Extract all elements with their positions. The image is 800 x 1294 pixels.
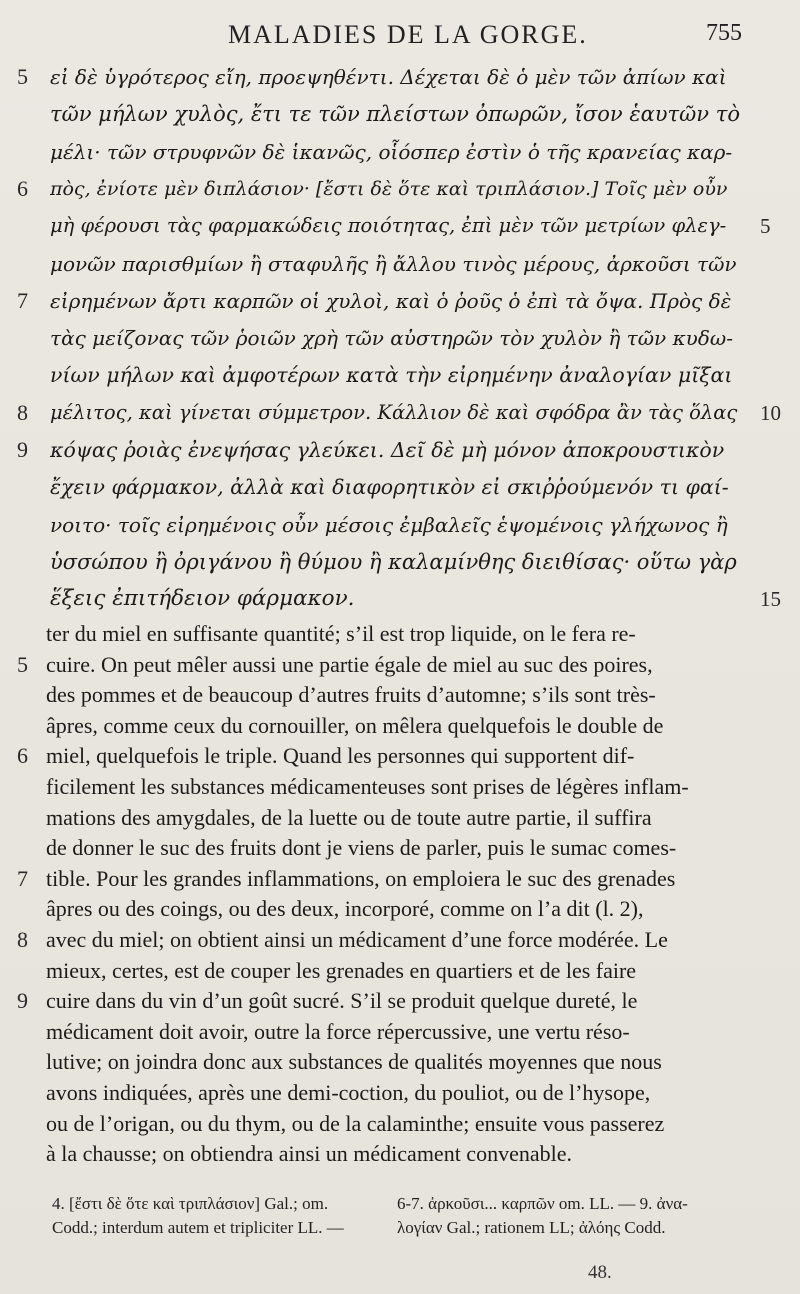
french-line — [0, 741, 800, 772]
french-line-text: tible. Pour les grandes inflammations, on emploiera le suc des grenades — [46, 865, 676, 891]
footnotes — [0, 1192, 800, 1248]
left-line-number: 9 — [17, 988, 28, 1014]
french-line — [0, 925, 800, 956]
french-line-text: cuire. On peut mêler aussi une partie égale de miel au suc des poires, — [46, 651, 653, 677]
running-header — [0, 14, 800, 54]
left-line-number: 7 — [17, 287, 28, 313]
french-line — [0, 1047, 800, 1078]
french-line-text: miel, quelquefois le triple. Quand les personnes qui supportent dif- — [46, 743, 635, 769]
greek-line — [0, 394, 800, 432]
french-line-text: lutive; on joindra donc aux substances de qualités moyennes que nous — [46, 1049, 662, 1075]
french-line-text: ficilement les substances médicamenteuses sont prises de légères inflam- — [46, 774, 689, 799]
left-line-number: 9 — [17, 437, 28, 462]
greek-line-text: εἰ δὲ ὑγρότερος εἴη, προεψηθέντι. Δέχεται δὲ ὁ μὲν τῶν ἀπίων καὶ — [50, 65, 727, 89]
french-line-text: âpres, comme ceux du cornouiller, on mêlera quelquefois le double de — [46, 712, 664, 738]
french-line-text: des pommes et de beaucoup d’autres fruits d’automne; s’ils sont très- — [46, 682, 656, 708]
greek-line-text: μέλι· τῶν στρυφνῶν δὲ ἱκανῶς, οἷόσπερ ἐστὶν ὁ τῆς κρανείας καρ- — [50, 139, 733, 164]
french-line-text: avec du miel; on obtient ainsi un médicament d’une force modérée. Le — [46, 927, 668, 952]
greek-line-text: κόψας ῥοιὰς ἐνεψήσας γλεύκει. Δεῖ δὲ μὴ μόνον ἀποκρουστικὸν — [50, 438, 725, 462]
french-line-text: médicament doit avoir, outre la force répercussive, une vertu réso- — [46, 1018, 630, 1044]
left-line-number: 6 — [17, 175, 28, 201]
greek-line-text: μὴ φέρουσι τὰς φαρμακώδεις ποιότητας, ἐπὶ μὲν τῶν μετρίων φλεγ- — [50, 214, 727, 238]
greek-line-text: μέλιτος, καὶ γίνεται σύμμετρον. Κάλλιον δὲ καὶ σφόδρα ἂν τὰς ὅλας — [50, 400, 738, 424]
greek-line — [0, 506, 800, 544]
french-line-text: ter du miel en suffisante quantité; s’il est trop liquide, on le fera re- — [46, 621, 636, 646]
french-line — [0, 1017, 800, 1048]
french-line-text: avons indiquées, après une demi-coction, du pouliot, ou de l’hysope, — [46, 1080, 651, 1105]
french-line — [0, 1109, 800, 1140]
french-line — [0, 650, 800, 681]
greek-line — [0, 580, 800, 618]
french-line — [0, 619, 800, 650]
greek-line — [0, 319, 800, 357]
greek-line — [0, 133, 800, 171]
footnote-line: 6-7. ἀρκοῦσι... καρπῶν om. LL. — 9. ἀνα- — [397, 1194, 688, 1213]
greek-line — [0, 245, 800, 283]
greek-line — [0, 282, 800, 320]
greek-line-text: πὸς, ἐνίοτε μὲν διπλάσιον· [ἔστι δὲ ὅτε καὶ τριπλάσιον.] Τοῖς μὲν οὖν — [50, 177, 728, 200]
french-line-text: ou de l’origan, ou du thym, ou de la calaminthe; ensuite vous passerez — [46, 1110, 665, 1136]
left-line-number: 5 — [17, 64, 28, 89]
signature-mark: 48. — [588, 1262, 612, 1283]
greek-line-text: νίων μήλων καὶ ἀμφοτέρων κατὰ τὴν εἰρημένην ἀναλογίαν μῖξαι — [50, 363, 733, 388]
french-line — [0, 772, 800, 803]
greek-line-text: ἔχειν φάρμακον, ἀλλὰ καὶ διαφορητικὸν εἰ σκιῤῥούμενόν τι φαί- — [50, 475, 729, 500]
french-line-text: mieux, certes, est de couper les grenades en quartiers et de les faire — [46, 957, 637, 983]
french-line — [0, 833, 800, 864]
greek-line-text: τὰς μείζονας τῶν ῥοιῶν χρὴ τῶν αὐστηρῶν τὸν χυλὸν ἢ τῶν κυδω- — [50, 326, 733, 351]
footnotes-left-column — [52, 1192, 382, 1240]
page-title: MALADIES DE LA GORGE. — [228, 20, 588, 49]
greek-line — [0, 468, 800, 506]
greek-line — [0, 543, 800, 581]
greek-line-text: ἕξεις ἐπιτήδειον φάρμακον. — [50, 586, 355, 612]
left-line-number: 5 — [17, 651, 28, 677]
greek-line — [0, 431, 800, 469]
left-line-number: 7 — [17, 865, 28, 891]
greek-line-text: μονῶν παρισθμίων ἢ σταφυλῆς ἢ ἄλλου τινὸς μέρους, ἀρκοῦσι τῶν — [50, 251, 737, 276]
french-line — [0, 1078, 800, 1109]
greek-line — [0, 170, 800, 208]
french-line-text: cuire dans du vin d’un goût sucré. S’il se produit quelque dureté, le — [46, 988, 638, 1014]
french-line — [0, 1139, 800, 1170]
left-line-number: 8 — [17, 927, 28, 952]
footnote-line: λογίαν Gal.; rationem LL; ἀλόης Codd. — [397, 1218, 666, 1237]
french-line-text: âpres ou des coings, ou des deux, incorporé, comme on l’a dit (l. 2), — [46, 896, 644, 922]
greek-line-text: νοιτο· τοῖς εἰρημένοις οὖν μέσοις ἐμβαλεῖς ἑψομένοις γλήχωνος ἢ — [50, 512, 728, 537]
french-line — [0, 711, 800, 742]
french-line-text: de donner le suc des fruits dont je viens de parler, puis le sumac comes- — [46, 835, 677, 861]
page-number: 755 — [706, 20, 742, 46]
french-line-text: mations des amygdales, de la luette ou de toute autre partie, il suffira — [46, 804, 652, 830]
french-line — [0, 986, 800, 1017]
french-line — [0, 680, 800, 711]
footnote-line: 4. [ἔστι δὲ ὅτε καὶ τριπλάσιον] Gal.; om. — [52, 1194, 329, 1213]
french-line — [0, 956, 800, 987]
greek-line-text: τῶν μήλων χυλὸς, ἔτι τε τῶν πλείστων ὀπωρῶν, ἴσον ἑαυτῶν τὸ — [50, 102, 740, 127]
greek-line — [0, 207, 800, 245]
right-line-number: 5 — [760, 214, 771, 239]
greek-line-text: ὑσσώπου ἢ ὀριγάνου ἢ θύμου ἢ καλαμίνθης διειθίσας· οὕτω γὰρ — [50, 549, 737, 574]
greek-line — [0, 58, 800, 96]
french-line — [0, 894, 800, 925]
french-line-text: à la chausse; on obtiendra ainsi un médicament convenable. — [46, 1141, 572, 1167]
left-line-number: 8 — [17, 399, 28, 425]
right-line-number: 10 — [760, 400, 781, 425]
footnotes-right-column — [397, 1192, 742, 1240]
greek-line — [0, 95, 800, 133]
greek-line — [0, 356, 800, 394]
left-line-number: 6 — [17, 743, 28, 769]
right-line-number: 15 — [760, 587, 781, 612]
footnote-line: Codd.; interdum autem et tripliciter LL. — — [52, 1218, 344, 1237]
french-line — [0, 864, 800, 895]
french-line — [0, 803, 800, 834]
greek-line-text: εἰρημένων ἄρτι καρπῶν οἱ χυλοὶ, καὶ ὁ ῥοῦς ὁ ἐπὶ τὰ ὄψα. Πρὸς δὲ — [50, 288, 732, 313]
